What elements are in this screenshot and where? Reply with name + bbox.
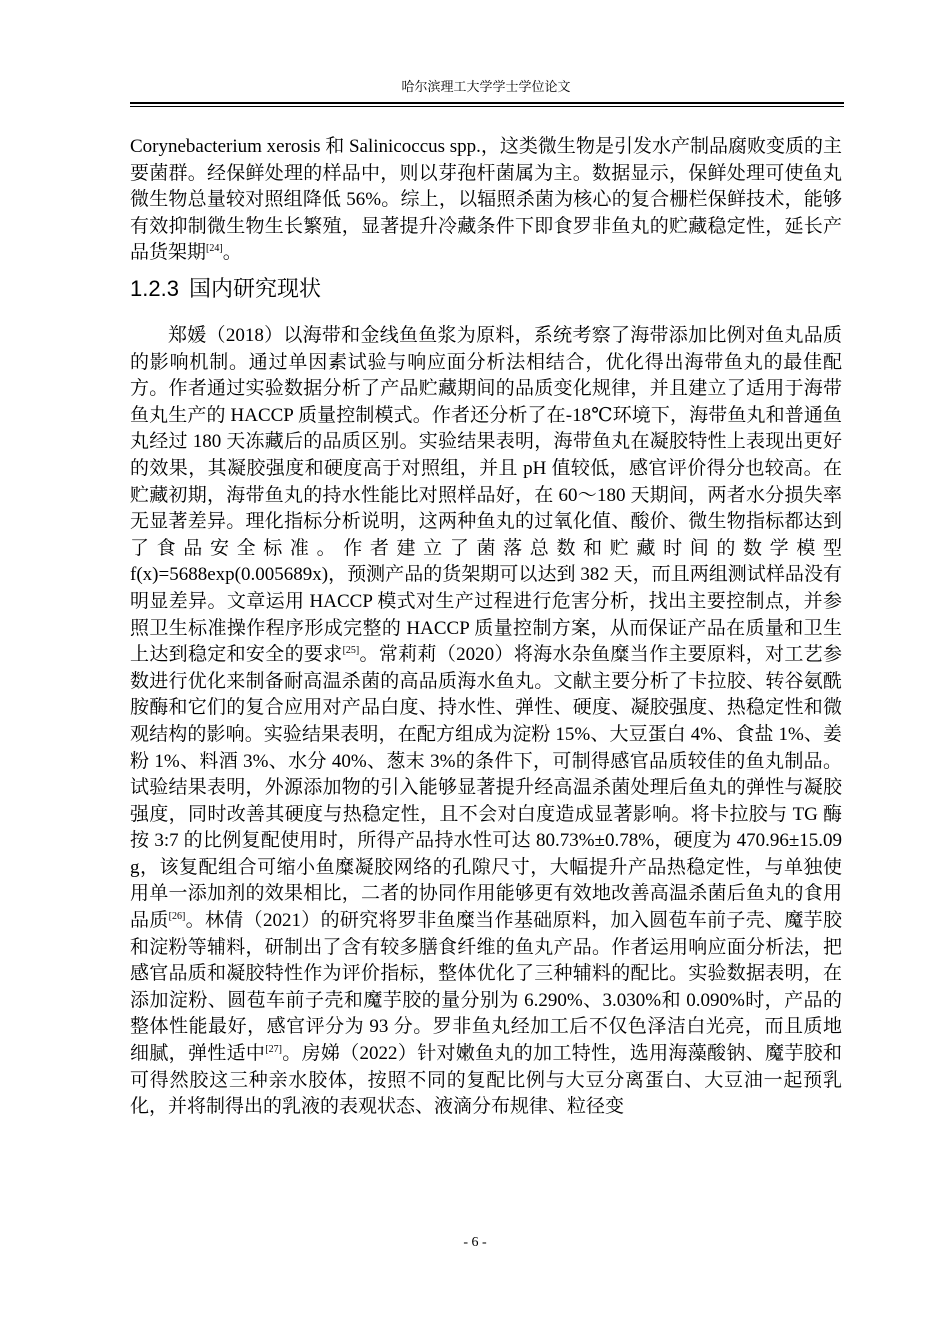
paragraph-segment: 郑媛（2018）以海带和金线鱼鱼浆为原料，系统考察了海带添加比例对鱼丸品质的影响机制。通过单因素试验与响应面分析法相结合，优化得出海带鱼丸的最佳配方。作者通过实验数据分析了产品贮藏期间的品质变化规律，并且建立了适用于海带鱼丸生产的 HACCP 质量控制模式。作者还分析了在-18℃环境下，海带鱼丸和普通鱼丸经过 180 天冻藏后的品质区别。实验结果表明，海带鱼丸在凝胶特性上表现出更好的效果，其凝胶强度和硬度高于对照组，并且 pH 值较低，感官评价得分也较高。在贮藏初期，海带鱼丸的持水性能比对照样品好，在 60～180 天期间，两者水分损失率无显著差异。理化指标分析说明，这两种鱼丸的过氧化值、酸价、微生物指标都达到了食品安全标准。作者建立了菌落总数和贮藏时间的数学模型 f(x)=5688exp(0.005689x)，预测产品的货架期可以达到 382 天，而且两组测试样品没有明显差异。文章运用 HACCP 模式对生产过程进行危害分析，找出主要控制点，并参照卫生标准操作程序形成完整的 HACCP 质量控制方案，从而保证产品在质量和卫生上达到稳定和安全的要求	[130, 325, 842, 666]
paragraph-end: 。	[222, 242, 242, 264]
paragraph-text: Corynebacterium xerosis 和 Salinicoccus spp.，这类微生物是引发水产制品腐败变质的主要菌群。经保鲜处理的样品中，则以芽孢杆菌属为主。数据显示，保鲜处理可使鱼丸微生物总量较对照组降低 56%。综上，以辐照杀菌为核心的复合栅栏保鲜技术，能够有效抑制微生物生长繁殖，显著提升冷藏条件下即食罗非鱼丸的贮藏稳定性，延长产品货架期	[130, 136, 842, 264]
running-header: 哈尔滨理工大学学士学位论文	[401, 80, 571, 95]
citation-25: [25]	[342, 645, 360, 657]
citation-24: [24]	[206, 243, 223, 255]
header-rule-thick	[130, 102, 844, 104]
paragraph-segment: 。常莉莉（2020）将海水杂鱼糜当作主要原料，对工艺参数进行优化来制备耐高温杀菌的高品质海水鱼丸。文献主要分析了卡拉胶、转谷氨酰胺酶和它们的复合应用对产品白度、持水性、弹性、硬度、凝胶强度、热稳定性和微观结构的影响。实验结果表明，在配方组成为淀粉 15%、大豆蛋白 4%、食盐 1%、姜粉 1%、料酒 3%、水分 40%、葱末 3%的条件下，可制得感官品质较佳的鱼丸制品。试验结果表明，外源添加物的引入能够显著提升经高温杀菌处理后鱼丸的弹性与凝胶强度，同时改善其硬度与热稳定性，且不会对白度造成显著影响。将卡拉胶与 TG 酶按 3:7 的比例复配使用时，所得产品持水性可达 80.73%±0.78%，硬度为 470.96±15.09 g，该复配组合可缩小鱼糜凝胶网络的孔隙尺寸，大幅提升产品热稳定性，与单独使用单一添加剂的效果相比，二者的协同作用能够更有效地改善高温杀菌后鱼丸的食用品质	[130, 644, 842, 932]
paragraph-segment: 。林倩（2021）的研究将罗非鱼糜当作基础原料，加入圆苞车前子壳、魔芋胶和淀粉等辅料，研制出了含有较多膳食纤维的鱼丸产品。作者运用响应面分析法，把感官品质和凝胶特性作为评价指标，整体优化了三种辅料的配比。实验数据表明，在添加淀粉、圆苞车前子壳和魔芋胶的量分别为 6.290%、3.030%和 0.090%时，产品的整体性能最好，感官评分为 93 分。罗非鱼丸经加工后不仅色泽洁白光亮，而且质地细腻，弹性适中	[130, 910, 842, 1065]
header-rule-thin	[130, 106, 844, 107]
paragraph-continued	[130, 134, 842, 267]
section-number: 1.2.3	[130, 276, 179, 301]
citation-26: [26]	[168, 911, 186, 923]
section-title: 国内研究现状	[188, 276, 321, 301]
section-heading	[130, 275, 842, 303]
citation-27: [27]	[265, 1044, 282, 1056]
paragraph-segment: 。房娣（2022）针对嫩鱼丸的加工特性，选用海藻酸钠、魔芋胶和可得然胶这三种亲水胶体，按照不同的复配比例与大豆分离蛋白、大豆油一起预乳化，并将制得出的乳液的表观状态、液滴分布规律、粒径变	[130, 1043, 842, 1118]
paragraph-domestic-research	[130, 323, 842, 1121]
page-number: - 6 -	[463, 1235, 487, 1250]
